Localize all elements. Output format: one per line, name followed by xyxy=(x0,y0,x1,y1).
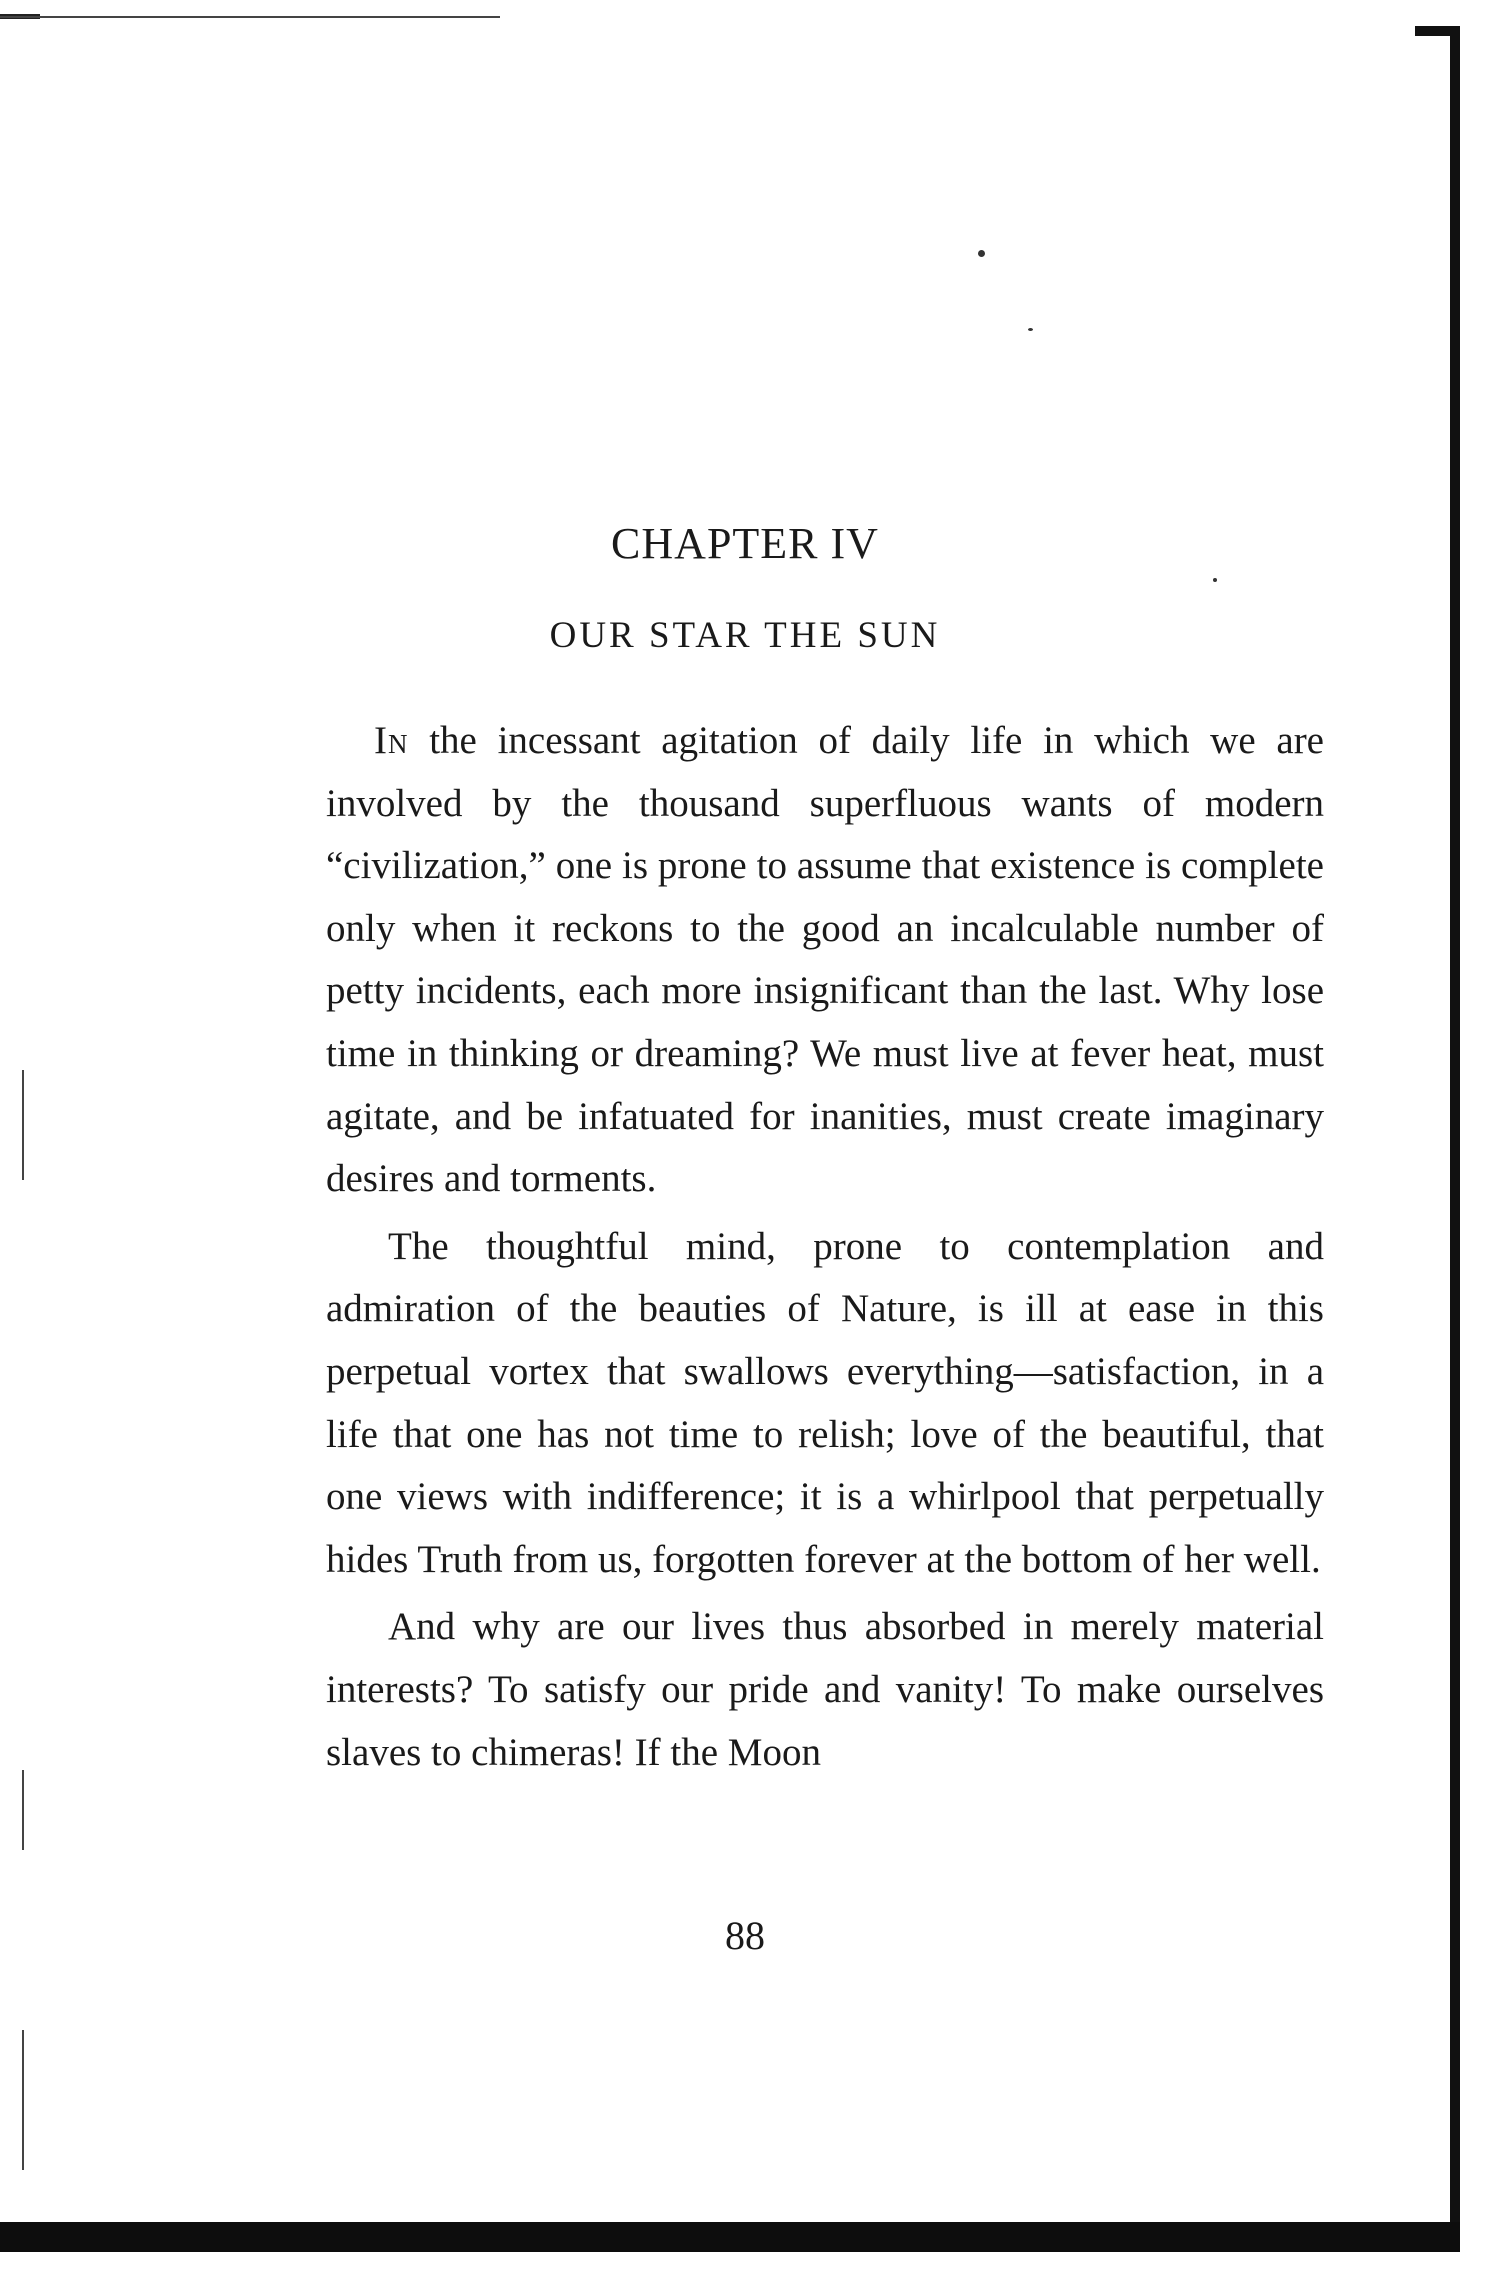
scan-tick-left xyxy=(22,1770,24,1850)
scan-tick-left xyxy=(22,2030,24,2170)
paragraph-1 xyxy=(326,710,1324,1211)
page-number: 88 xyxy=(725,1913,765,1958)
scan-speck xyxy=(978,250,985,257)
scan-rule-top xyxy=(0,16,500,18)
paragraph-3: And why are our lives thus absorbed in merely material interests? To satisfy our pride and vanity! To make ourselves slaves to chimeras! If the Moon xyxy=(326,1605,1324,1774)
chapter-subtitle: OUR STAR THE SUN xyxy=(549,615,941,656)
body-text xyxy=(326,710,1324,1789)
scan-edge-bottom xyxy=(0,2222,1460,2252)
scan-edge-right xyxy=(1450,26,1460,2231)
paragraph-2: The thoughtful mind, prone to contemplation and admiration of the beauties of Nature, is ill at ease in this perpetual vortex that swallows everything—satisfaction, in a life that one has not time to relish; love of the beautiful, that one views with indifference; it is a whirlpool that perpetually hides Truth from us, forgotten forever at the bottom of her well. xyxy=(326,1224,1324,1581)
chapter-title: CHAPTER IV xyxy=(611,519,879,568)
scan-speck xyxy=(1028,328,1033,331)
scan-speck xyxy=(1213,578,1217,582)
paragraph-1-lead: In xyxy=(374,719,409,762)
paragraph-1-text: the incessant agitation of daily life in which we are involved by the thousand superfluous wants of modern “civilization,” one is prone to assume that existence is complete only when it reckons to the good an incalculable number of petty incidents, each more insignificant than the last. Why lose time in thinking or dreaming? We must live at fever heat, must agitate, and be infatuated for inanities, must create imaginary desires and torments. xyxy=(326,719,1324,1201)
scan-tick-left xyxy=(22,1070,24,1180)
